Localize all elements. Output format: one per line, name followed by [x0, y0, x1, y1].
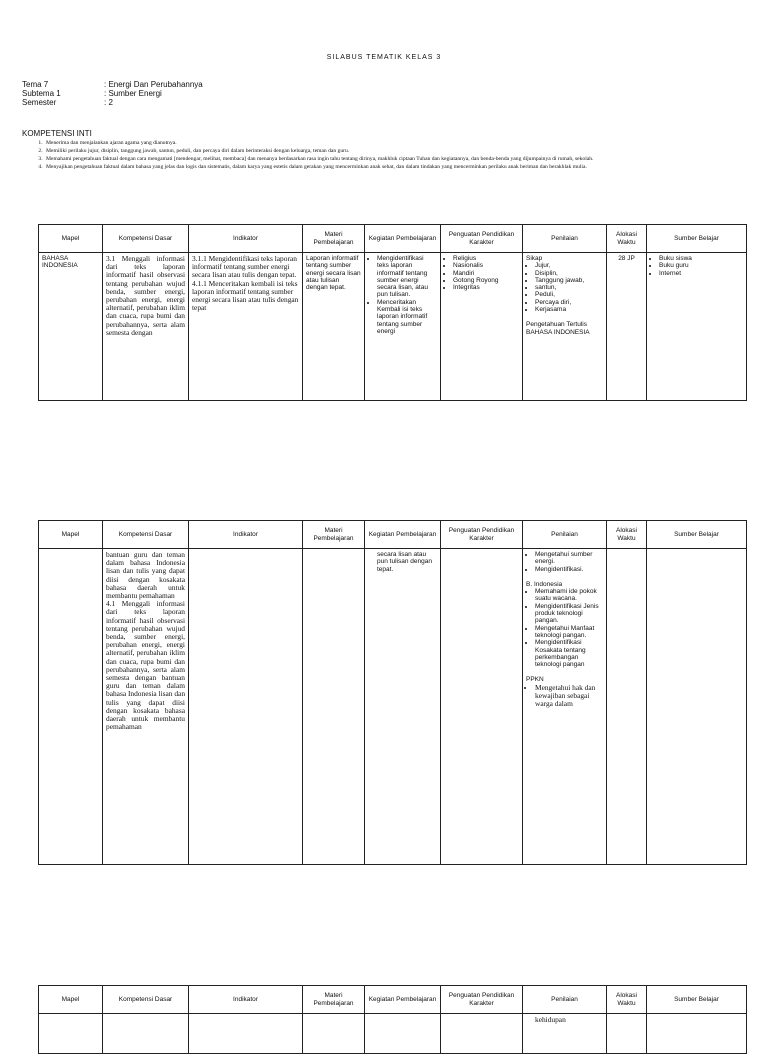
header-sumber: Sumber Belajar — [647, 521, 747, 549]
cell-penilaian: kehidupan — [523, 1014, 607, 1054]
header-indikator: Indikator — [189, 521, 303, 549]
header-karakter: Penguatan Pendidikan Karakter — [441, 986, 523, 1014]
header-kd: Kompetensi Dasar — [103, 521, 189, 549]
karakter-item: • Gotong Royong — [453, 277, 519, 284]
karakter-item: • Mandiri — [453, 270, 519, 277]
header-mapel: Mapel — [39, 225, 103, 253]
ki-item: 3. Memahami pengetahuan faktual dengan cara mengamati [mendengar, melihat, membaca] dan menanya berdasarkan rasa ingin tahu tentang dirinya, makhluk ciptaan Tuhan dan kegiatannya, dan benda-benda yang dijumpainya di rumah, sekolah. — [44, 155, 768, 163]
sikap-item: • Peduli, — [535, 291, 603, 298]
table-header-row — [39, 521, 747, 549]
meta-semester: Semester : 2 — [22, 98, 113, 107]
sikap-item: • Disiplin, — [535, 270, 603, 277]
cell-karakter — [441, 1014, 523, 1054]
cell-alokasi — [607, 549, 647, 865]
meta-tema: Tema 7 : Energi Dan Perubahannya — [22, 80, 203, 89]
header-karakter: Penguatan Pendidikan Karakter — [441, 225, 523, 253]
header-materi: Materi Pembelajaran — [303, 986, 365, 1014]
cell-mapel: BAHASA INDONESIA — [39, 253, 103, 401]
sikap-item: • Percaya diri, — [535, 299, 603, 306]
cell-materi — [303, 549, 365, 865]
header-alokasi: Alokasi Waktu — [607, 986, 647, 1014]
cell-sumber — [647, 1014, 747, 1054]
table-row — [39, 549, 747, 865]
page-title: SILABUS TEMATIK KELAS 3 — [326, 54, 442, 61]
cell-mapel — [39, 549, 103, 865]
penilaian-item: • Mengetahui hak dan kewajiban sebagai warga dalam — [535, 684, 603, 709]
document-meta — [22, 80, 203, 107]
kegiatan-item: • Mengidentifikasi teks laporan informatif tentang sumber energi secara lisan, atau pun tulisan. — [377, 255, 437, 299]
sumber-item: • Buku guru — [659, 262, 743, 269]
header-kd: Kompetensi Dasar — [103, 225, 189, 253]
kompetensi-inti-heading: KOMPETENSI INTI — [22, 129, 92, 138]
header-mapel: Mapel — [39, 521, 103, 549]
cell-penilaian — [523, 253, 607, 401]
header-alokasi: Alokasi Waktu — [607, 225, 647, 253]
header-kegiatan: Kegiatan Pembelajaran — [365, 986, 441, 1014]
cell-kd — [103, 1014, 189, 1054]
silabus-table-page1 — [38, 224, 747, 401]
sumber-item: • Internet — [659, 270, 743, 277]
karakter-item: • Integritas — [453, 284, 519, 291]
indikator-1: 3.1.1 Mengidentifikasi teks laporan informatif tentang sumber energi secara lisan atau tulis dengan tepat. — [192, 254, 297, 280]
karakter-item: • Nasionalis — [453, 262, 519, 269]
table-header-row — [39, 986, 747, 1014]
header-indikator: Indikator — [189, 986, 303, 1014]
penilaian-item: • Mengetahui sumber energi. — [535, 551, 603, 566]
cell-mapel — [39, 1014, 103, 1054]
header-materi: Materi Pembelajaran — [303, 225, 365, 253]
header-sumber: Sumber Belajar — [647, 986, 747, 1014]
penilaian-item: • Mengidentifikasi. — [535, 566, 603, 573]
sikap-item: • santun, — [535, 284, 603, 291]
cell-materi: Laporan informatif tentang sumber energi secara lisan atau tulisan dengan tepat. — [303, 253, 365, 401]
penilaian-pengetahuan-label: Pengetahuan Tertulis BAHASA INDONESIA — [526, 321, 590, 336]
cell-kd — [103, 549, 189, 865]
cell-karakter — [441, 253, 523, 401]
kd-continued: bantuan guru dan teman dalam bahasa Indonesia lisan dan tulis yang dapat diisi dengan kosakata bahasa daerah untuk membantu pemahaman — [106, 550, 185, 601]
cell-sumber — [647, 253, 747, 401]
kegiatan-item: • Menceritakan Kembali isi teks laporan informatif tentang sumber energi — [377, 299, 437, 335]
karakter-item: • Religius — [453, 255, 519, 262]
penilaian-item: • Memahami ide pokok suatu wacana. — [535, 588, 603, 603]
cell-alokasi — [607, 1014, 647, 1054]
table-header-row — [39, 225, 747, 253]
kd-4-1: 4.1 Menggali informasi dari teks laporan informatif hasil observasi tentang perubahan wujud benda, sumber energi, perubahan energi, energi alternatif, perubahan iklim dan cuaca, rupa bumi dan perubahannya, serta alam semesta dengan bantuan guru dan teman dalam bahasa Indonesia lisan dan tulis yang dapat diisi dengan kosakata bahasa daerah untuk membantu pemahaman — [106, 599, 186, 732]
header-kegiatan: Kegiatan Pembelajaran — [365, 521, 441, 549]
cell-kegiatan: secara lisan atau pun tulisan dengan tepat. — [365, 549, 441, 865]
cell-penilaian — [523, 549, 607, 865]
cell-indikator — [189, 1014, 303, 1054]
header-alokasi: Alokasi Waktu — [607, 521, 647, 549]
cell-indikator — [189, 253, 303, 401]
cell-alokasi: 28 JP — [607, 253, 647, 401]
penilaian-sikap-label: Sikap — [526, 255, 543, 262]
table-row — [39, 1014, 747, 1054]
silabus-table-page2 — [38, 520, 747, 865]
penilaian-item: • Mengetahui Manfaat teknologi pangan. — [535, 625, 603, 640]
meta-subtema: Subtema 1 : Sumber Energi — [22, 89, 162, 98]
header-mapel: Mapel — [39, 986, 103, 1014]
cell-materi — [303, 1014, 365, 1054]
cell-sumber — [647, 549, 747, 865]
header-sumber: Sumber Belajar — [647, 225, 747, 253]
header-penilaian: Penilaian — [523, 225, 607, 253]
cell-kegiatan — [365, 253, 441, 401]
sumber-item: • Buku siswa — [659, 255, 743, 262]
ki-item: 4. Menyajikan pengetahuan faktual dalam bahasa yang jelas dan logis dan sistematis, dalam karya yang estetis dalam gerakan yang mencerminkan anak sehat, dan dalam tindakan yang mencerminkan perilaku anak beriman dan berakhlak mulia. — [44, 163, 768, 171]
sikap-item: • Tanggung jawab, — [535, 277, 603, 284]
bindo-heading: B. Indonesia — [526, 580, 563, 588]
penilaian-item: • Mengidentifikasi Kosakata tentang perkembangan teknologi pangan — [535, 639, 603, 668]
cell-karakter — [441, 549, 523, 865]
indikator-2: 4.1.1 Menceritakan kembali isi teks laporan informatif tentang sumber energi secara lisan atau tulis dengan tepat — [192, 278, 299, 313]
sikap-item: • Kerjasama — [535, 306, 603, 313]
sikap-item: • Jujur, — [535, 262, 603, 269]
header-karakter: Penguatan Pendidikan Karakter — [441, 521, 523, 549]
ki-item: 2. Memiliki perilaku jujur, disiplin, tanggung jawab, santun, peduli, dan percaya diri dalam berinteraksi dengan keluarga, teman dan guru. — [44, 147, 768, 155]
cell-kegiatan — [365, 1014, 441, 1054]
header-kd: Kompetensi Dasar — [103, 986, 189, 1014]
penilaian-item: • Mengidentifikasi Jenis produk teknologi pangan. — [535, 603, 603, 625]
header-materi: Materi Pembelajaran — [303, 521, 365, 549]
header-penilaian: Penilaian — [523, 986, 607, 1014]
header-penilaian: Penilaian — [523, 521, 607, 549]
kompetensi-inti-list — [22, 139, 768, 171]
ppkn-heading: PPKN — [526, 676, 544, 684]
table-row — [39, 253, 747, 401]
cell-kd: 3.1 Menggali informasi dari teks laporan informatif hasil observasi tentang perubahan wujud benda, sumber energi, perubahan energi, energi alternatif, perubahan iklim dan cuaca, rupa bumi dan perubahannya, serta alam semesta dengan — [103, 253, 189, 401]
silabus-table-page3 — [38, 985, 747, 1054]
header-indikator: Indikator — [189, 225, 303, 253]
header-kegiatan: Kegiatan Pembelajaran — [365, 225, 441, 253]
ki-item: 1. Menerima dan menjalankan ajaran agama yang dianutnya. — [44, 139, 768, 147]
cell-indikator — [189, 549, 303, 865]
